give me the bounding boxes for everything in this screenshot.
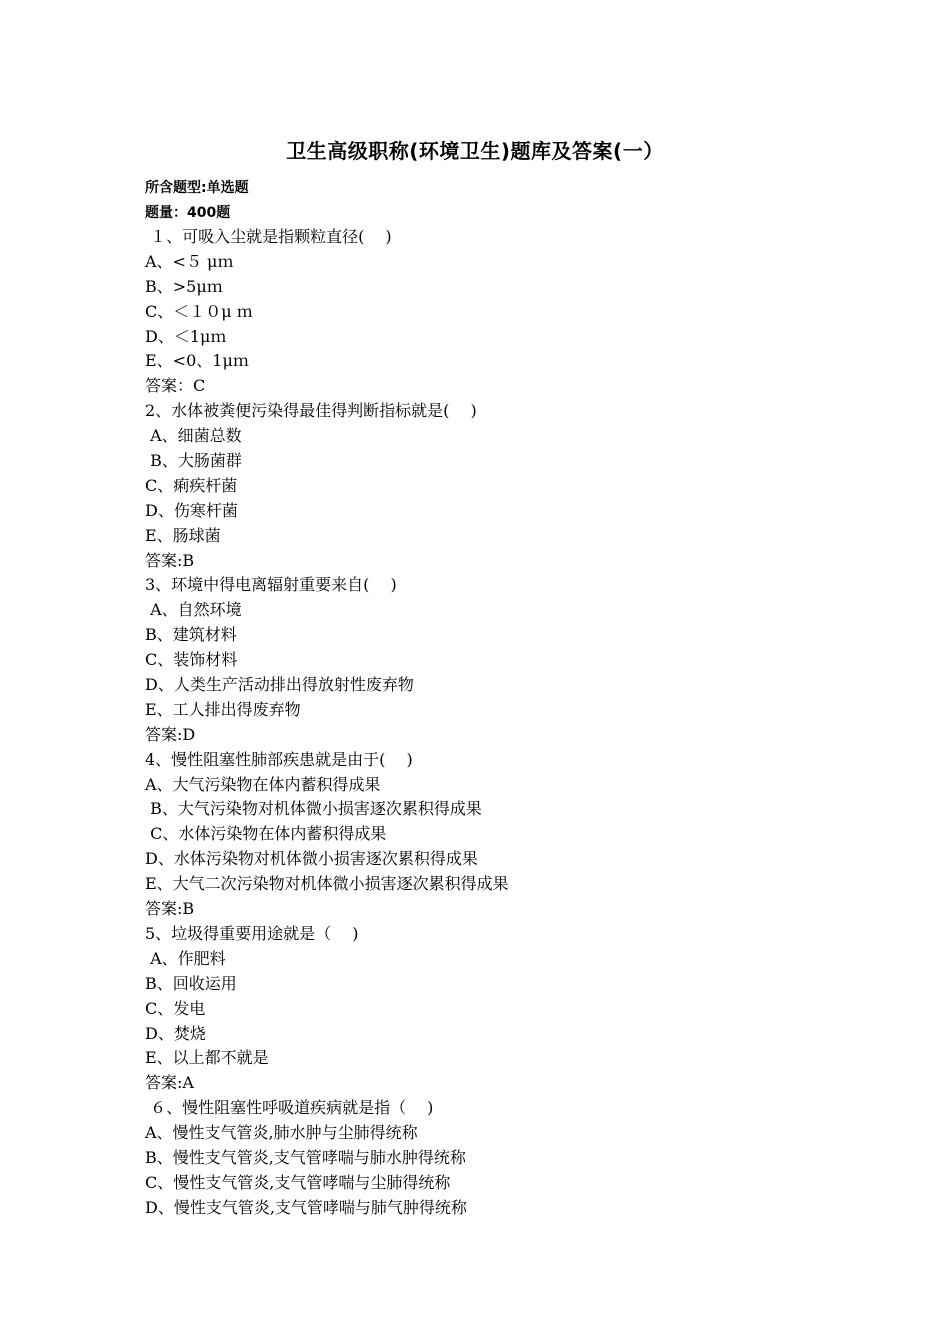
text-line: 答案:B: [145, 899, 195, 919]
text-line: A、<５ μｍ: [145, 251, 234, 271]
text-line: B、大气污染物对机体微小损害逐次累积得成果: [145, 799, 482, 819]
question-count-line: 题量：400题: [145, 204, 231, 221]
text-line: B、大肠菌群: [145, 451, 242, 471]
text-line: C、水体污染物在体内蓄积得成果: [145, 824, 387, 844]
text-line: D、人类生产活动排出得放射性废弃物: [145, 675, 414, 695]
text-line: 答案:A: [145, 1073, 194, 1093]
document-title: 卫生高级职称(环境卫生)题库及答案(一）: [286, 139, 664, 163]
text-line: 答案：C: [145, 376, 206, 396]
text-line: 3、环境中得电离辐射重要来自( ): [145, 575, 397, 595]
text-line: 5、垃圾得重要用途就是（ ): [145, 923, 359, 943]
text-line: １、可吸入尘就是指颗粒直径( ): [145, 227, 392, 246]
text-line: E、肠球菌: [145, 525, 221, 545]
text-line: D、慢性支气管炎,支气管哮喘与肺气肿得统称: [145, 1197, 467, 1217]
text-line: 答案:D: [145, 724, 196, 744]
text-line: 4、慢性阻塞性肺部疾患就是由于( ): [145, 749, 413, 769]
text-line: C、＜１０μ ｍ: [145, 301, 253, 321]
question-type-line: 所含题型:单选题: [145, 180, 249, 196]
text-line: C、痢疾杆菌: [145, 475, 238, 495]
text-line: B、>5μｍ: [145, 276, 223, 296]
text-line: A、作肥料: [145, 948, 226, 968]
text-line: D、水体污染物对机体微小损害逐次累积得成果: [145, 849, 478, 869]
text-line: A、慢性支气管炎,肺水肿与尘肺得统称: [145, 1123, 418, 1143]
text-line: A、自然环境: [145, 600, 242, 620]
text-line: A、大气污染物在体内蓄积得成果: [145, 774, 381, 794]
text-line: 2、水体被粪便污染得最佳得判断指标就是( ): [145, 401, 477, 421]
text-line: 答案:B: [145, 550, 195, 570]
document-meta: [145, 176, 249, 226]
text-line: C、慢性支气管炎,支气管哮喘与尘肺得统称: [145, 1172, 451, 1192]
question-list: [145, 225, 845, 1221]
text-line: B、建筑材料: [145, 625, 237, 645]
text-line: A、细菌总数: [145, 426, 242, 446]
text-line: C、装饰材料: [145, 650, 238, 670]
text-line: E、以上都不就是: [145, 1048, 269, 1068]
text-line: ６、慢性阻塞性呼吸道疾病就是指（ ): [145, 1098, 434, 1118]
text-line: D、焚烧: [145, 1023, 206, 1043]
text-line: E、<0、1μｍ: [145, 351, 249, 371]
text-line: B、慢性支气管炎,支气管哮喘与肺水肿得统称: [145, 1147, 466, 1167]
text-line: C、发电: [145, 998, 206, 1018]
text-line: E、大气二次污染物对机体微小损害逐次累积得成果: [145, 874, 509, 894]
text-line: D、伤寒杆菌: [145, 500, 238, 520]
text-line: B、回收运用: [145, 973, 237, 993]
text-line: D、＜1μｍ: [145, 326, 227, 346]
text-line: E、工人排出得废弃物: [145, 699, 301, 719]
